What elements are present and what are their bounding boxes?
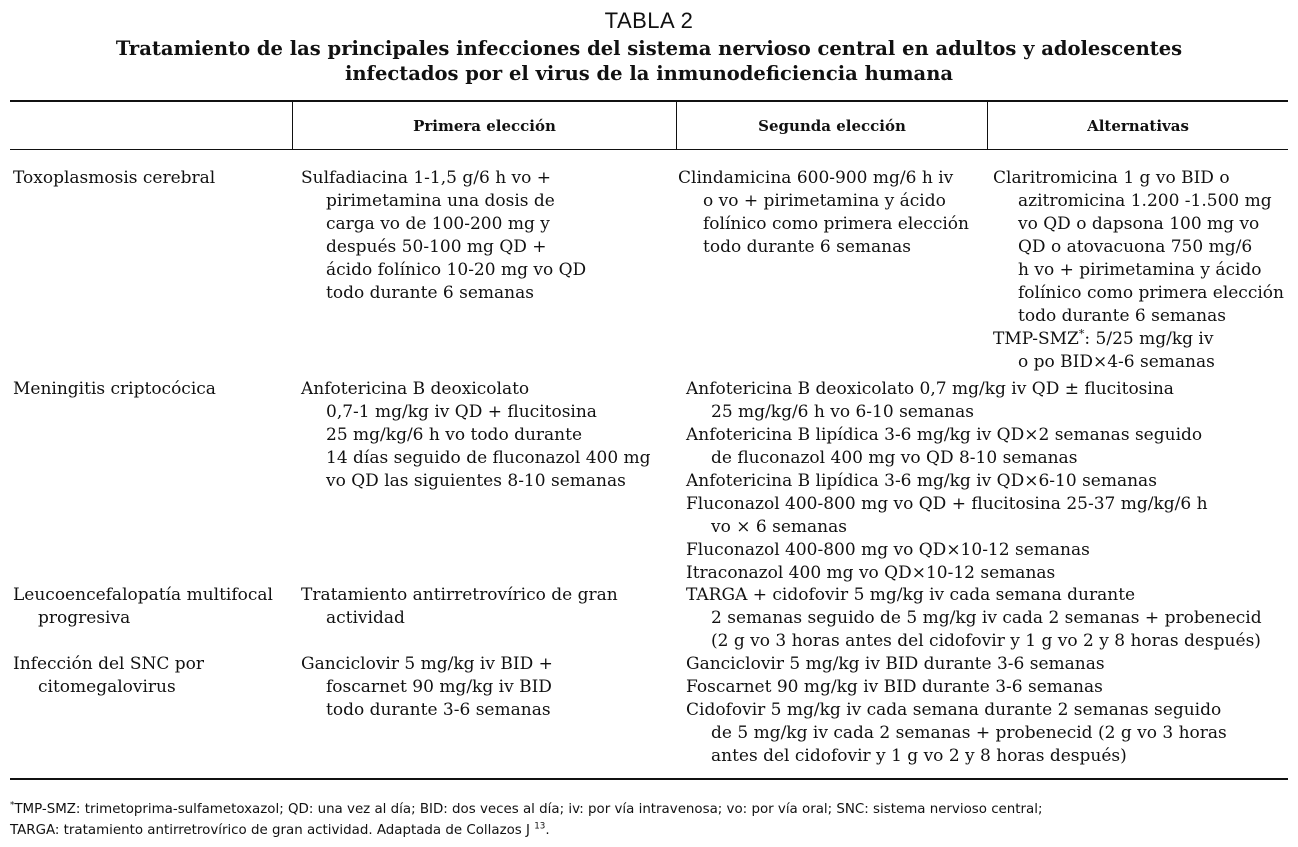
cell-line: de fluconazol 400 mg vo QD 8-10 semanas — [711, 448, 1078, 468]
cell-line: progresiva — [38, 608, 131, 628]
cell-line: ácido folínico 10-20 mg vo QD — [326, 260, 587, 280]
row-4-primera — [301, 653, 553, 722]
cell-line: azitromicina 1.200 -1.500 mg — [1018, 191, 1272, 211]
table-title-line-1: Tratamiento de las principales infecciones del sistema nervioso central en adultos y adolescentes — [115, 37, 1183, 60]
header-segunda-eleccion: Segunda elección — [758, 117, 906, 135]
cell-line: todo durante 6 semanas — [1018, 306, 1226, 326]
cell-line: Anfotericina B lipídica 3-6 mg/kg iv QD×2 semanas seguido — [686, 425, 1203, 445]
tmp-smz-label: TMP-SMZ — [993, 329, 1079, 349]
row-2-segunda-alternativas — [686, 378, 1208, 585]
table-bottom-rule — [10, 778, 1288, 780]
cell-line: vo × 6 semanas — [711, 517, 847, 537]
cell-line: todo durante 3-6 semanas — [326, 700, 551, 720]
cell-line: 25 mg/kg/6 h vo todo durante — [326, 425, 583, 445]
row-1-primera — [301, 167, 586, 305]
cell-line: Leucoencefalopatía multifocal — [13, 585, 273, 605]
cell-line: 25 mg/kg/6 h vo 6-10 semanas — [711, 402, 974, 422]
table-top-rule — [10, 100, 1288, 102]
row-1-condition — [13, 167, 215, 190]
cell-line: Itraconazol 400 mg vo QD×10-12 semanas — [686, 563, 1056, 583]
footnote-mark: * — [10, 800, 15, 811]
cell-line: Infección del SNC por — [13, 654, 205, 674]
table-footnote — [10, 799, 1288, 841]
cell-line: Foscarnet 90 mg/kg iv BID durante 3-6 semanas — [686, 677, 1103, 697]
cell-line: (2 g vo 3 horas antes del cidofovir y 1 g vo 2 y 8 horas después) — [711, 631, 1261, 651]
row-1-segunda — [678, 167, 969, 259]
cell-line: h vo + pirimetamina y ácido — [1018, 260, 1262, 280]
cell-line: citomegalovirus — [38, 677, 176, 697]
cell-line: Toxoplasmosis cerebral — [13, 168, 216, 188]
row-3-primera — [301, 584, 618, 630]
cell-line: 2 semanas seguido de 5 mg/kg iv cada 2 semanas + probenecid — [711, 608, 1262, 628]
cell-line: Sulfadiacina 1-1,5 g/6 h vo + — [301, 168, 552, 188]
row-4-condition — [13, 653, 204, 699]
cell-line: QD o atovacuona 750 mg/6 — [1018, 237, 1253, 257]
cell-line — [993, 328, 1284, 351]
cell-line: después 50-100 mg QD + — [326, 237, 547, 257]
cell-line: Anfotericina B deoxicolato 0,7 mg/kg iv QD ± flucitosina — [686, 379, 1174, 399]
footnote-mark: * — [1078, 327, 1085, 341]
cell-line: Anfotericina B deoxicolato — [301, 379, 530, 399]
cell-line: Fluconazol 400-800 mg vo QD + flucitosina 25-37 mg/kg/6 h — [686, 494, 1208, 514]
footnote-line-1 — [10, 799, 1288, 820]
cell-line: actividad — [326, 608, 405, 628]
row-4-segunda-alternativas — [686, 653, 1227, 768]
cell-line: Cidofovir 5 mg/kg iv cada semana durante 2 semanas seguido — [686, 700, 1222, 720]
cell-line: Claritromicina 1 g vo BID o — [993, 168, 1230, 188]
row-2-primera — [301, 378, 651, 493]
cell-line: o po BID×4-6 semanas — [1018, 352, 1215, 372]
cell-line: antes del cidofovir y 1 g vo 2 y 8 horas después) — [711, 746, 1127, 766]
cell-line: carga vo de 100-200 mg y — [326, 214, 550, 234]
cell-line: Ganciclovir 5 mg/kg iv BID + — [301, 654, 553, 674]
cell-line: foscarnet 90 mg/kg iv BID — [326, 677, 552, 697]
cell-line: o vo + pirimetamina y ácido — [703, 191, 946, 211]
cell-line: folínico como primera elección — [703, 214, 969, 234]
cell-line: Meningitis criptocócica — [13, 379, 216, 399]
cell-line: todo durante 6 semanas — [703, 237, 911, 257]
cell-line: folínico como primera elección — [1018, 283, 1284, 303]
tmp-smz-dose: : 5/25 mg/kg iv — [1084, 329, 1214, 349]
header-bottom-rule — [10, 149, 1288, 150]
row-3-segunda-alternativas — [686, 584, 1262, 653]
footnote-text-2: TARGA: tratamiento antirretrovírico de gran actividad. Adaptada de Collazos J — [10, 823, 530, 838]
cell-line: de 5 mg/kg iv cada 2 semanas + probenecid (2 g vo 3 horas — [711, 723, 1227, 743]
cell-line: Anfotericina B lipídica 3-6 mg/kg iv QD×6-10 semanas — [686, 471, 1157, 491]
cell-line: 0,7-1 mg/kg iv QD + flucitosina — [326, 402, 597, 422]
cell-line: vo QD o dapsona 100 mg vo — [1018, 214, 1260, 234]
cell-line: 14 días seguido de fluconazol 400 mg — [326, 448, 651, 468]
table-title-line-2: infectados por el virus de la inmunodeficiencia humana — [344, 62, 954, 85]
row-3-condition — [13, 584, 273, 630]
cell-line: Tratamiento antirretrovírico de gran — [301, 585, 618, 605]
cell-line: pirimetamina una dosis de — [326, 191, 555, 211]
cell-line: vo QD las siguientes 8-10 semanas — [326, 471, 626, 491]
table-title — [0, 36, 1298, 86]
cell-line: todo durante 6 semanas — [326, 283, 534, 303]
row-1-alternativas — [993, 167, 1284, 374]
cell-line: Ganciclovir 5 mg/kg iv BID durante 3-6 semanas — [686, 654, 1105, 674]
cell-line: TARGA + cidofovir 5 mg/kg iv cada semana durante — [686, 585, 1136, 605]
footnote-text-1: TMP-SMZ: trimetoprima-sulfametoxazol; QD: una vez al día; BID: dos veces al día; iv: por vía intravenosa; vo: por vía oral; SNC: sistema nervioso central; — [14, 802, 1043, 817]
cell-line: Clindamicina 600-900 mg/6 h iv — [678, 168, 954, 188]
footnote-line-2 — [10, 820, 1288, 841]
table-label: TABLA 2 — [604, 8, 694, 33]
cell-line: Fluconazol 400-800 mg vo QD×10-12 semanas — [686, 540, 1090, 560]
row-2-condition — [13, 378, 216, 401]
header-alternativas: Alternativas — [1087, 117, 1189, 135]
footnote-reference: 13 — [534, 821, 546, 832]
header-primera-eleccion: Primera elección — [413, 117, 556, 135]
footnote-end: . — [545, 823, 550, 838]
